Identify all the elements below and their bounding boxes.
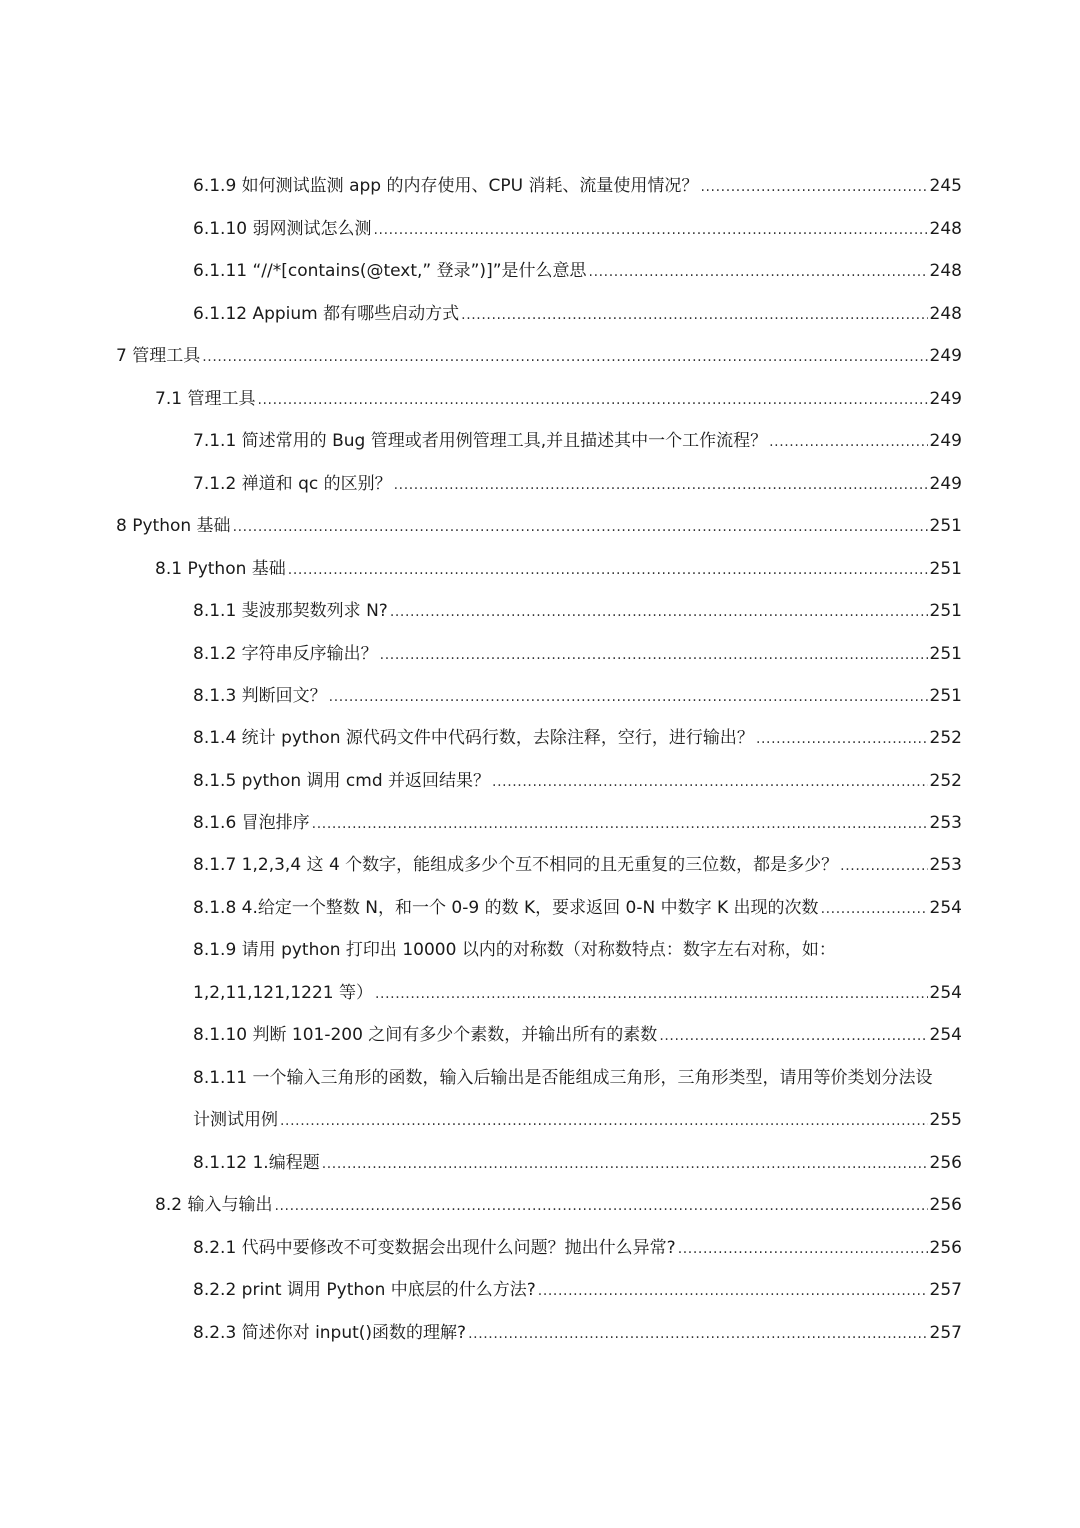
toc-entry-8-1-5[interactable]	[193, 762, 962, 792]
toc-entry-label: 6.1.12 Appium 都有哪些启动方式	[193, 304, 460, 324]
toc-entry-8-1-1[interactable]	[193, 592, 962, 622]
toc-entry-8-1-7[interactable]	[193, 846, 962, 876]
toc-entry-label: 8.1.7 1,2,3,4 这 4 个数字，能组成多少个互不相同的且无重复的三位数，都是多少？	[193, 855, 839, 875]
toc-entry-6-1-9[interactable]	[193, 167, 962, 197]
toc-entry-8-1-10[interactable]	[193, 1016, 962, 1046]
toc-page-number: 255	[929, 1110, 962, 1130]
toc-entry-label: 8.1 Python 基础	[155, 559, 286, 579]
toc-leader-dots	[461, 305, 927, 325]
toc-leader-dots	[394, 475, 928, 495]
toc-page-number: 254	[929, 898, 962, 918]
toc-leader-dots	[840, 856, 927, 876]
toc-leader-dots	[492, 772, 928, 792]
toc-entry-label: 8.2 输入与输出	[155, 1195, 273, 1215]
toc-entry-label: 8.1.1 斐波那契数列求 N?	[193, 601, 388, 621]
toc-entry-label: 8.2.2 print 调用 Python 中底层的什么方法?	[193, 1280, 536, 1300]
toc-entry-8-2-1[interactable]	[193, 1229, 962, 1259]
toc-entry-label: 8.1.11 一个输入三角形的函数，输入后输出是否能组成三角形，三角形类型，请用等价类划分法设	[193, 1068, 933, 1088]
toc-entry-label: 8.2.1 代码中要修改不可变数据会出现什么问题？抛出什么异常?	[193, 1238, 676, 1258]
toc-page-number: 253	[929, 813, 962, 833]
toc-entry-label: 计测试用例	[193, 1110, 278, 1130]
toc-leader-dots	[233, 517, 928, 537]
toc-page-number: 256	[929, 1153, 962, 1173]
toc-leader-dots	[375, 984, 928, 1004]
toc-entry-label: 8 Python 基础	[116, 516, 231, 536]
toc-entry-8-2[interactable]	[155, 1186, 962, 1216]
toc-page-number: 249	[929, 346, 962, 366]
toc-leader-dots	[678, 1239, 928, 1259]
toc-page-number: 245	[929, 176, 962, 196]
toc-entry-label: 7 管理工具	[116, 346, 201, 366]
toc-leader-dots	[756, 729, 928, 749]
toc-entry-label: 1,2,11,121,1221 等）	[193, 983, 373, 1003]
toc-page-number: 256	[929, 1195, 962, 1215]
toc-entry-label: 8.1.5 python 调用 cmd 并返回结果？	[193, 771, 491, 791]
toc-entry-label: 8.1.4 统计 python 源代码文件中代码行数，去除注释，空行，进行输出？	[193, 728, 754, 748]
toc-page-number: 253	[929, 855, 962, 875]
toc-leader-dots	[312, 814, 928, 834]
toc-page-number: 248	[929, 261, 962, 281]
toc-entry-label: 8.1.3 判断回文？	[193, 686, 327, 706]
toc-leader-dots	[288, 560, 928, 580]
toc-page-number: 251	[929, 601, 962, 621]
toc-leader-dots	[257, 390, 927, 410]
toc-entry-8-1-9-line2[interactable]	[193, 974, 962, 1004]
toc-page-number: 257	[929, 1323, 962, 1343]
toc-page-number: 252	[929, 728, 962, 748]
toc-page-number: 249	[929, 431, 962, 451]
toc-entry-6-1-10[interactable]	[193, 210, 962, 240]
toc-leader-dots	[274, 1196, 927, 1216]
toc-page-number: 251	[929, 644, 962, 664]
toc-page-number: 252	[929, 771, 962, 791]
toc-entry-label: 8.2.3 简述你对 input()函数的理解?	[193, 1323, 467, 1343]
toc-entry-7-1-1[interactable]	[193, 422, 962, 452]
toc-entry-label: 6.1.10 弱网测试怎么测	[193, 219, 372, 239]
toc-entry-label: 7.1.1 简述常用的 Bug 管理或者用例管理工具,并且描述其中一个工作流程？	[193, 431, 768, 451]
toc-entry-label: 7.1 管理工具	[155, 389, 256, 409]
toc-entry-7[interactable]	[116, 337, 962, 367]
toc-page-number: 248	[929, 219, 962, 239]
toc-leader-dots	[659, 1026, 927, 1046]
toc-page-number: 251	[929, 559, 962, 579]
toc-page-number: 249	[929, 474, 962, 494]
toc-entry-6-1-11[interactable]	[193, 252, 962, 282]
toc-entry-label: 6.1.11 “//*[contains(@text,” 登录”)]”是什么意思	[193, 261, 587, 281]
toc-entry-7-1-2[interactable]	[193, 465, 962, 495]
toc-entry-label: 6.1.9 如何测试监测 app 的内存使用、CPU 消耗、流量使用情况？	[193, 176, 699, 196]
toc-entry-8-1-6[interactable]	[193, 804, 962, 834]
toc-leader-dots	[468, 1324, 927, 1344]
toc-page-number: 254	[929, 983, 962, 1003]
toc-entry-label: 8.1.12 1.编程题	[193, 1153, 320, 1173]
toc-leader-dots	[380, 645, 928, 665]
toc-entry-8-1-4[interactable]	[193, 719, 962, 749]
toc-page-number: 248	[929, 304, 962, 324]
toc-leader-dots	[202, 347, 927, 367]
toc-leader-dots	[589, 262, 928, 282]
toc-entry-label: 8.1.8 4.给定一个整数 N，和一个 0-9 的数 K，要求返回 0-N 中数字 K 出现的次数	[193, 898, 819, 918]
toc-leader-dots	[821, 899, 928, 919]
toc-leader-dots	[769, 432, 927, 452]
toc-entry-8-1[interactable]	[155, 550, 962, 580]
toc-leader-dots	[700, 177, 927, 197]
toc-entry-label: 8.1.9 请用 python 打印出 10000 以内的对称数（对称数特点：数字左右对称，如：	[193, 940, 836, 960]
toc-page-number: 257	[929, 1280, 962, 1300]
toc-page-number: 249	[929, 389, 962, 409]
toc-entry-8-2-2[interactable]	[193, 1271, 962, 1301]
toc-leader-dots	[373, 220, 927, 240]
toc-leader-dots	[329, 687, 928, 707]
toc-entry-7-1[interactable]	[155, 380, 962, 410]
toc-entry-6-1-12[interactable]	[193, 295, 962, 325]
toc-page-number: 251	[929, 516, 962, 536]
toc-leader-dots	[322, 1154, 928, 1174]
toc-leader-dots	[280, 1111, 928, 1131]
toc-entry-label: 8.1.2 字符串反序输出？	[193, 644, 378, 664]
toc-entry-8-1-12[interactable]	[193, 1144, 962, 1174]
toc-entry-8-1-11-line2[interactable]	[193, 1101, 962, 1131]
toc-leader-dots	[538, 1281, 928, 1301]
toc-entry-8-1-2[interactable]	[193, 635, 962, 665]
toc-entry-8-2-3[interactable]	[193, 1314, 962, 1344]
toc-entry-label: 8.1.6 冒泡排序	[193, 813, 310, 833]
toc-page-number: 254	[929, 1025, 962, 1045]
toc-entry-8-1-9-line1[interactable]	[193, 931, 836, 961]
toc-entry-8-1-8[interactable]	[193, 889, 962, 919]
toc-entry-8-1-11-line1[interactable]	[193, 1059, 932, 1089]
toc-entry-label: 8.1.10 判断 101-200 之间有多少个素数，并输出所有的素数	[193, 1025, 658, 1045]
toc-page-number: 251	[929, 686, 962, 706]
toc-entry-8-1-3[interactable]	[193, 677, 962, 707]
toc-entry-label: 7.1.2 禅道和 qc 的区别？	[193, 474, 392, 494]
toc-entry-8[interactable]	[116, 507, 962, 537]
toc-page-number: 256	[929, 1238, 962, 1258]
toc-leader-dots	[390, 602, 928, 622]
